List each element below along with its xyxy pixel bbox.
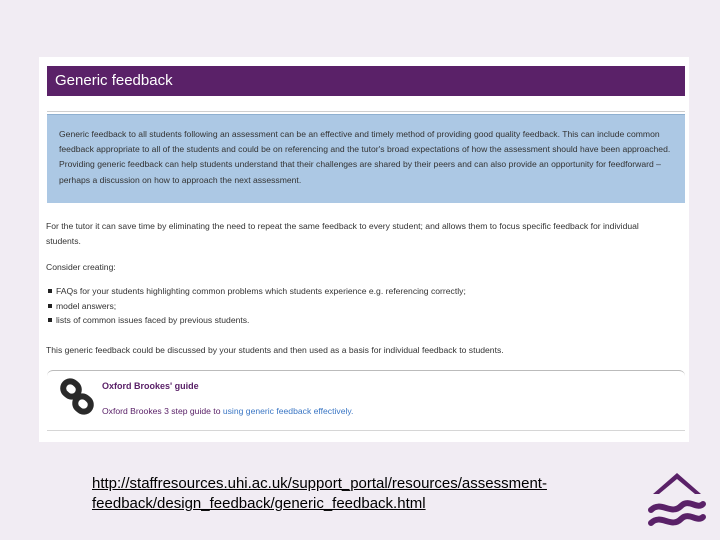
list-item: FAQs for your students highlighting common problems which students experience e.g. referencing correctly; bbox=[46, 284, 666, 299]
list-item: model answers; bbox=[46, 299, 666, 314]
url-line-2[interactable]: feedback/design_feedback/generic_feedback.html bbox=[92, 495, 426, 512]
suggestions-list bbox=[46, 284, 666, 328]
guide-description bbox=[102, 406, 353, 416]
divider bbox=[47, 111, 685, 112]
closing-paragraph: This generic feedback could be discussed by your students and then used as a basis for individual feedback to students. bbox=[46, 345, 504, 355]
consider-label: Consider creating: bbox=[46, 262, 116, 272]
page-title: Generic feedback bbox=[47, 66, 685, 96]
screenshot-panel bbox=[39, 57, 689, 442]
tutor-paragraph: For the tutor it can save time by eliminating the need to repeat the same feedback to every student; and allows them to focus specific feedback for individual students. bbox=[46, 221, 639, 246]
guide-link[interactable]: using generic feedback effectively. bbox=[222, 406, 354, 416]
intro-text: Generic feedback to all students following an assessment can be an effective and timely method of providing good quality feedback. This can include common feedback appropriate to all of the students and could be on referencing and the tutor's broad expectations of how the assessment should have been approached. Providing generic feedback can help students understand that their challenges are shared by their peers and can also provide an opportunity for feedforward – perhaps a discussion on how to approach the next assessment. bbox=[59, 129, 671, 185]
chain-link-icon bbox=[59, 378, 95, 416]
guide-title: Oxford Brookes' guide bbox=[102, 381, 199, 391]
guide-card[interactable] bbox=[47, 370, 685, 430]
resource-url-link[interactable] bbox=[92, 474, 652, 514]
intro-box bbox=[47, 114, 685, 203]
uhi-logo-icon bbox=[647, 470, 707, 530]
divider bbox=[47, 430, 685, 431]
guide-desc-prefix: Oxford Brookes 3 step guide to bbox=[102, 406, 223, 416]
url-line-1[interactable]: http://staffresources.uhi.ac.uk/support_portal/resources/assessment- bbox=[92, 475, 547, 492]
list-item: lists of common issues faced by previous students. bbox=[46, 313, 666, 328]
